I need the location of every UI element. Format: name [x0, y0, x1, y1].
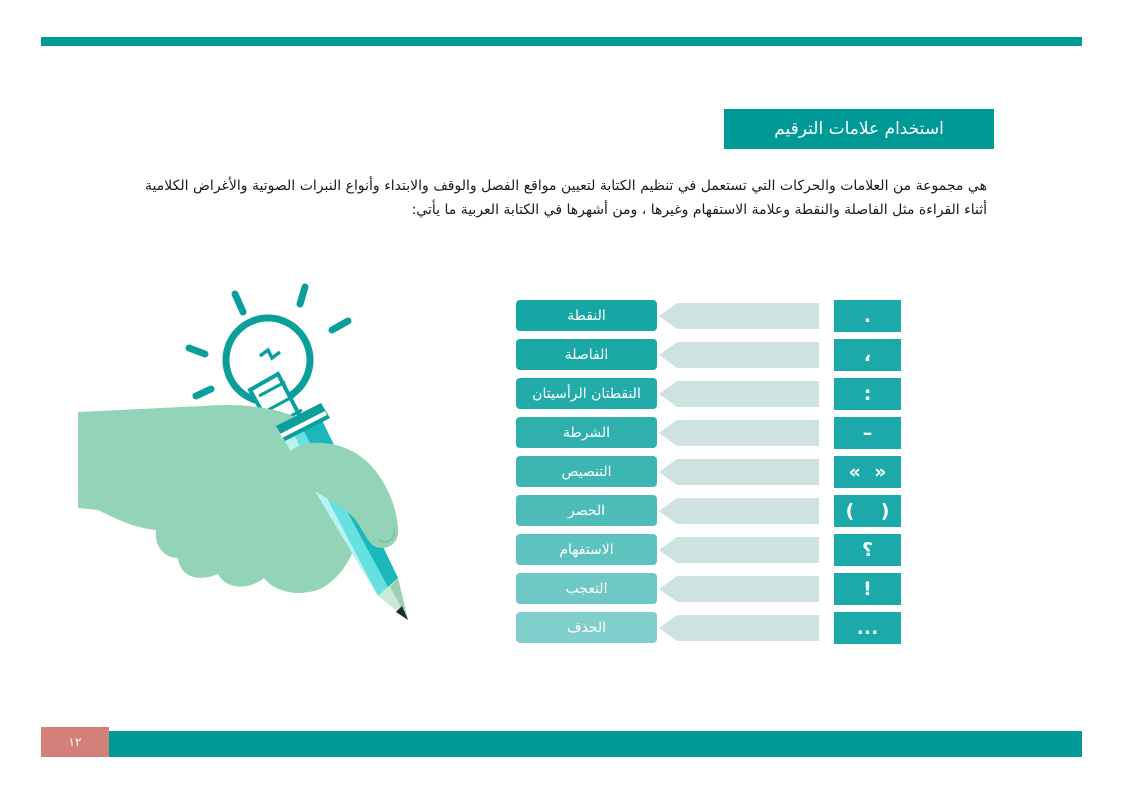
arrow-left-icon — [659, 459, 819, 485]
mark-row-colon — [514, 378, 904, 410]
page-number: ١٢ — [41, 727, 109, 757]
mark-symbol: ! — [834, 573, 901, 605]
mark-row-parentheses — [514, 495, 904, 527]
section-title-text: استخدام علامات الترقيم — [774, 119, 944, 139]
arrow-left-icon — [659, 420, 819, 446]
mark-symbol: – — [834, 417, 901, 449]
mark-symbol: ( ) — [834, 495, 901, 527]
mark-label: النقطة — [516, 300, 657, 331]
arrow-left-icon — [659, 342, 819, 368]
hand-pencil-lightbulb-icon — [78, 278, 418, 628]
mark-row-question — [514, 534, 904, 566]
mark-row-exclamation — [514, 573, 904, 605]
mark-label: التعجب — [516, 573, 657, 604]
mark-symbol: « » — [834, 456, 901, 488]
mark-symbol: : — [834, 378, 901, 410]
mark-label: الاستفهام — [516, 534, 657, 565]
top-accent-bar — [41, 37, 1082, 46]
mark-symbol: . — [834, 300, 901, 332]
mark-label: الشرطة — [516, 417, 657, 448]
mark-row-ellipsis — [514, 612, 904, 644]
arrow-left-icon — [659, 381, 819, 407]
mark-row-dash — [514, 417, 904, 449]
arrow-left-icon — [659, 615, 819, 641]
arrow-left-icon — [659, 498, 819, 524]
arrow-left-icon — [659, 303, 819, 329]
mark-label: الفاصلة — [516, 339, 657, 370]
punctuation-marks-list — [514, 300, 904, 645]
mark-row-comma — [514, 339, 904, 371]
mark-label: الحذف — [516, 612, 657, 643]
mark-symbol: ؟ — [834, 534, 901, 566]
mark-symbol: ، — [834, 339, 901, 371]
intro-paragraph: هي مجموعة من العلامات والحركات التي تستعمل في تنظيم الكتابة لتعيين مواقع الفصل والوقف والابتداء وأنواع النبرات الصوتية والأغراض الكلامية أثناء القراءة مثل الفاصلة والنقطة وعلامة الاستفهام وغيرها ، ومن أشهرها في الكتابة العربية ما يأتي: — [145, 178, 987, 218]
mark-label: النقطتان الرأسيتان — [516, 378, 657, 409]
mark-label: الحصر — [516, 495, 657, 526]
mark-label: التنصيص — [516, 456, 657, 487]
arrow-left-icon — [659, 537, 819, 563]
bottom-accent-bar — [109, 731, 1082, 757]
mark-row-period — [514, 300, 904, 332]
mark-row-quotation — [514, 456, 904, 488]
arrow-left-icon — [659, 576, 819, 602]
section-title — [724, 109, 994, 149]
mark-symbol: ... — [834, 612, 901, 644]
